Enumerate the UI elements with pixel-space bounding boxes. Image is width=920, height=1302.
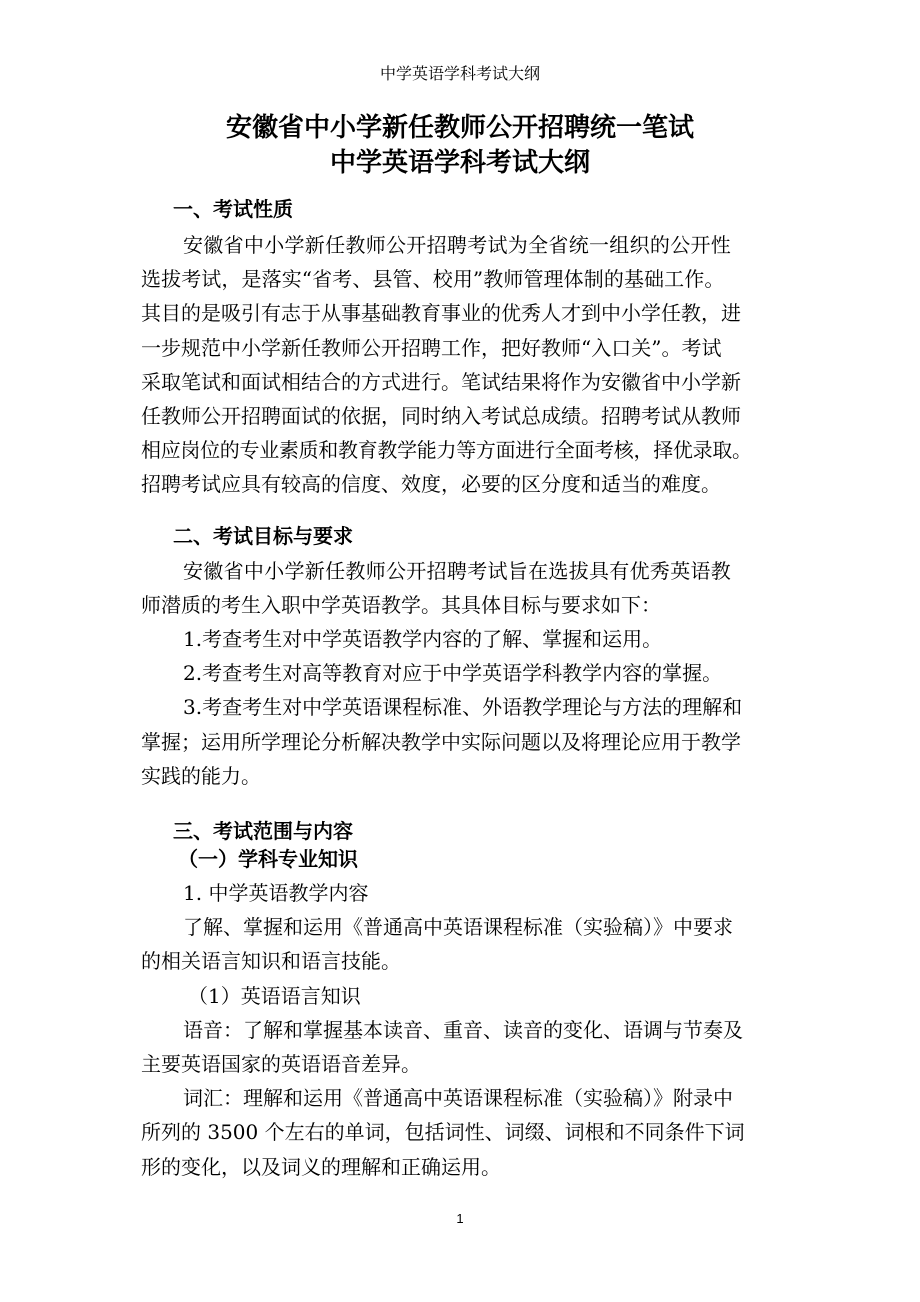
paragraph-line: 主要英语国家的英语语音差异。 <box>141 1052 421 1076</box>
paragraph-line: 一步规范中小学新任教师公开招聘工作，把好教师“入口关”。考试 <box>141 336 722 360</box>
section-heading-scope: 三、考试范围与内容 <box>173 819 353 843</box>
paragraph-line: 语音：了解和掌握基本读音、重音、读音的变化、语调与节奏及 <box>183 1018 743 1042</box>
paragraph-line: 安徽省中小学新任教师公开招聘考试为全省统一组织的公开性 <box>183 233 732 257</box>
document-title-line-1: 安徽省中小学新任教师公开招聘统一笔试 <box>225 113 694 143</box>
section-heading-objectives: 二、考试目标与要求 <box>173 524 353 548</box>
paragraph-line: 实践的能力。 <box>141 764 261 788</box>
paragraph-line: 其目的是吸引有志于从事基础教育事业的优秀人才到中小学任教，进 <box>141 301 741 325</box>
paragraph-line: 的相关语言知识和语言技能。 <box>141 949 401 973</box>
paragraph-line: 所列的 3500 个左右的单词，包括词性、词缀、词根和不同条件下词 <box>141 1120 745 1144</box>
paragraph-line: 了解、掌握和运用《普通高中英语课程标准（实验稿）》中要求 <box>183 915 733 939</box>
paragraph-line: 掌握；运用所学理论分析解决教学中实际问题以及将理论应用于教学 <box>141 730 741 754</box>
list-item: 3.考查考生对中学英语课程标准、外语教学理论与方法的理解和 <box>183 695 743 719</box>
page-number: 1 <box>456 1211 464 1226</box>
paragraph-line: 选拔考试，是落实“省考、县管、校用”教师管理体制的基础工作。 <box>141 267 725 291</box>
list-item: 1.考查考生对中学英语教学内容的了解、掌握和运用。 <box>183 627 663 651</box>
paragraph-line: 招聘考试应具有较高的信度、效度，必要的区分度和适当的难度。 <box>141 472 721 496</box>
document-title-line-2: 中学英语学科考试大纲 <box>329 148 590 178</box>
list-item: 2.考查考生对高等教育对应于中学英语学科教学内容的掌握。 <box>183 661 723 685</box>
paragraph-line: 师潜质的考生入职中学英语教学。其具体目标与要求如下： <box>141 593 661 617</box>
item-heading: （1）英语语言知识 <box>188 984 361 1008</box>
paragraph-line: 相应岗位的专业素质和教育教学能力等方面进行全面考核，择优录取。 <box>141 438 752 462</box>
paragraph-line: 形的变化，以及词义的理解和正确运用。 <box>141 1155 501 1179</box>
running-header: 中学英语学科考试大纲 <box>379 64 540 83</box>
section-heading-nature: 一、考试性质 <box>173 197 293 221</box>
paragraph-line: 采取笔试和面试相结合的方式进行。笔试结果将作为安徽省中小学新 <box>141 370 741 394</box>
paragraph-line: 任教师公开招聘面试的依据，同时纳入考试总成绩。招聘考试从教师 <box>141 404 741 428</box>
paragraph-line: 安徽省中小学新任教师公开招聘考试旨在选拔具有优秀英语教 <box>183 559 732 583</box>
subsection-heading-subject-knowledge: （一）学科专业知识 <box>178 847 358 871</box>
item-heading: 1. 中学英语教学内容 <box>183 881 369 905</box>
paragraph-line: 词汇：理解和运用《普通高中英语课程标准（实验稿）》附录中 <box>183 1086 733 1110</box>
